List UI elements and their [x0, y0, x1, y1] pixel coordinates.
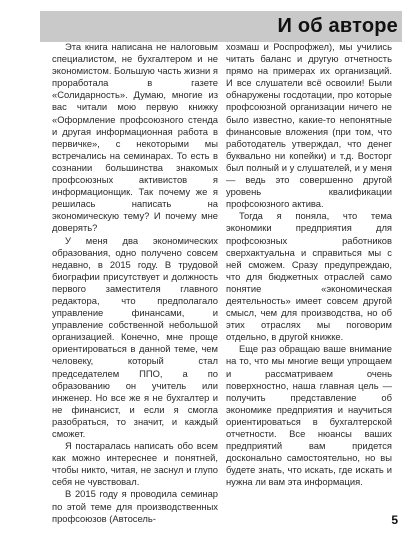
left-column: [52, 41, 218, 525]
paragraph: Эта книга написана не налоговым специалистом, не бухгалтером и не экономистом. Большую часть жизни я проработала в газете «Солидарность». Думаю, многие из вас читали мою первую книжку «Оформление профсоюзного стенда и другая информационная работа в первичке», с некоторыми мы встречались на семинарах. То есть в сознании большинства знакомых профсоюзных активистов я информационщик. Так почему же я решилась написать на экономическую тему? И почему мне доверять?: [52, 41, 218, 234]
paragraph: Еще раз обращаю ваше внимание на то, что мы многие вещи упрощаем и рассматриваем очень поверхностно, наша главная цель — получить представление об экономике предприятия и научиться ориентироваться в бухгалтерской отчетности. Все нюансы ваших предприятий вам придется досконально самостоятельно, но вы будете знать, что искать, где искать и нужна ли вам эта информация.: [226, 343, 392, 488]
paragraph: хозмаш и Роспрофжел), мы учились читать баланс и другую отчетность прямо на примерах их организаций. И все слушатели всё освоили! Были обнаружены госдотации, про которые профсоюзной организации ничего не было известно, какие-то непонятные финансовые вложения (при том, что работодатель утверждал, что денег буквально ни копейки) и т.д. Восторг был полный и у слушателей, и у меня — ведь это совершенно другой уровень квалификации профсоюзного актива.: [226, 41, 392, 210]
paragraph: Тогда я поняла, что тема экономики предприятия для профсоюзных работников сверхактуальна и справиться мы с ней сможем. Сразу предупреждаю, что для бюджетных отраслей само понятие «экономическая деятельность» имеет совсем другой смысл, чем для производства, но об этих отраслях мы поговорим отдельно, в другой книжке.: [226, 210, 392, 343]
page-number: 5: [391, 513, 398, 527]
section-title: И об авторе: [277, 15, 398, 37]
paragraph: Я постаралась написать обо всем как можно интереснее и понятней, чтобы никто, читая, не заснул и глупо себя не чувствовал.: [52, 440, 218, 488]
paragraph: В 2015 году я проводила семинар по этой теме для производственных профсоюзов (Автосель-: [52, 488, 218, 524]
paragraph: У меня два экономических образования, одно получено совсем недавно, в 2015 году. В трудовой биографии присутствует и должность первого заместителя главного редактора, что предполагало управление финансами, и управление собственной небольшой организацией. Конечно, мне проще ориентироваться в данной теме, чем человеку, который стал председателем ППО, а по образованию он учитель или инженер. Но все же я не бухгалтер и не финансист, и если я смогла разобраться, то значит, и каждый сможет.: [52, 234, 218, 439]
right-column: [226, 41, 392, 488]
